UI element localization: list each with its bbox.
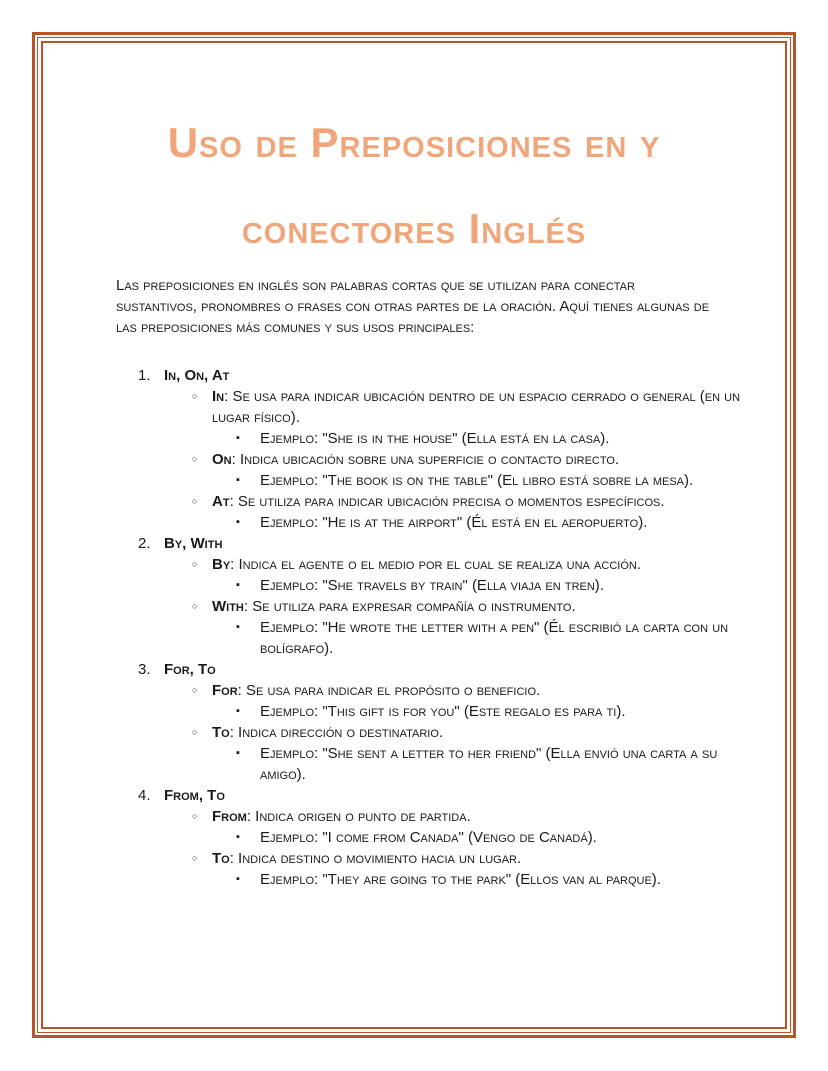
preposition-term: In (212, 388, 225, 405)
preposition-item (164, 596, 756, 659)
section-heading: In, On, At (164, 367, 230, 384)
example-item: ▪ Ejemplo: "He wrote the letter with a pen" (Él escribió la carta con un bolígrafo). (212, 617, 756, 659)
section-number: 2. (138, 535, 151, 552)
preposition-term: At (212, 493, 230, 510)
example-item: ▪ Ejemplo: "She is in the house" (Ella está en la casa). (212, 428, 756, 449)
preposition-item (164, 806, 756, 848)
example-item: ▪ Ejemplo: "He is at the airport" (Él está en el aeropuerto). (212, 512, 756, 533)
preposition-term: To (212, 724, 230, 741)
preposition-description: : Se utiliza para indicar ubicación precisa o momentos específicos. (229, 493, 665, 510)
preposition-term: To (212, 850, 230, 867)
section (116, 785, 756, 890)
example-item: ▪ Ejemplo: "The book is on the table" (El libro está sobre la mesa). (212, 470, 756, 491)
preposition-item (164, 449, 756, 491)
intro-paragraph: Las preposiciones en inglés son palabras cortas que se utilizan para conectar sustantivos, pronombres o frases con otras partes de la oración. Aquí tienes algunas de las preposiciones más comunes y sus usos principales: (116, 277, 710, 336)
preposition-item (164, 848, 756, 890)
example-item: ▪ Ejemplo: "She travels by train" (Ella viaja en tren). (212, 575, 756, 596)
preposition-description: : Indica dirección o destinatario. (229, 724, 444, 741)
example-item: ▪ Ejemplo: "I come from Canada" (Vengo de Canadá). (212, 827, 756, 848)
section (116, 533, 756, 659)
preposition-description: : Indica origen o punto de partida. (246, 808, 471, 825)
section-number: 3. (138, 661, 151, 678)
section-heading: For, To (164, 661, 216, 678)
section-number: 1. (138, 367, 151, 384)
preposition-item (164, 680, 756, 722)
example-item: ▪ Ejemplo: "They are going to the park" (Ellos van al parque). (212, 869, 756, 890)
preposition-term: On (212, 451, 232, 468)
section-heading: From, To (164, 787, 225, 804)
title-line-1: Uso de Preposiciones en y (167, 119, 661, 166)
preposition-description: : Indica el agente o el medio por el cual se realiza una acción. (230, 556, 641, 573)
preposition-description: : Indica destino o movimiento hacia un lugar. (229, 850, 522, 867)
section (116, 365, 756, 533)
preposition-term: With (212, 598, 244, 615)
preposition-description: : Indica ubicación sobre una superficie o contacto directo. (231, 451, 620, 468)
preposition-item (164, 554, 756, 596)
section-heading: By, With (164, 535, 223, 552)
preposition-item (164, 722, 756, 785)
title-line-2: conectores Inglés (241, 205, 587, 252)
preposition-term: By (212, 556, 231, 573)
preposition-item (164, 491, 756, 533)
preposition-description: : Se utiliza para expresar compañía o instrumento. (243, 598, 576, 615)
preposition-item (164, 386, 756, 449)
preposition-list (116, 365, 756, 890)
example-item: ▪ Ejemplo: "This gift is for you" (Este regalo es para ti). (212, 701, 756, 722)
section (116, 659, 756, 785)
preposition-term: From (212, 808, 247, 825)
section-number: 4. (138, 787, 151, 804)
preposition-description: : Se usa para indicar ubicación dentro de un espacio cerrado o general (en un lugar físico). (212, 388, 741, 426)
preposition-description: : Se usa para indicar el propósito o beneficio. (237, 682, 541, 699)
example-item: ▪ Ejemplo: "She sent a letter to her friend" (Ella envió una carta a su amigo). (212, 743, 756, 785)
page-title (80, 100, 748, 272)
preposition-term: For (212, 682, 238, 699)
